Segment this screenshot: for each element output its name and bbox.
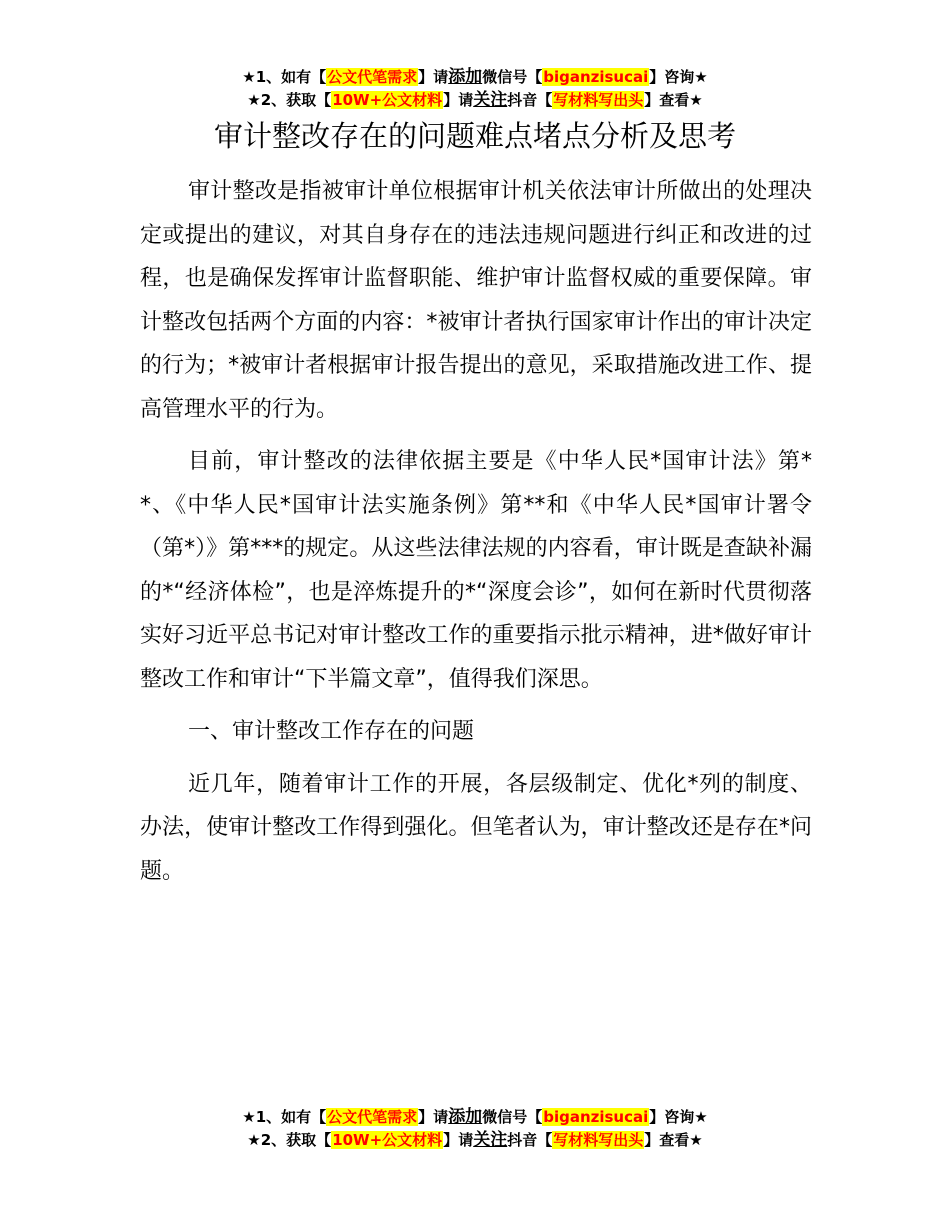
banner-highlight: 10W+公文材料: [332, 91, 443, 109]
banner-emphasis: 添加: [448, 67, 483, 87]
banner-highlight: 公文代笔需求: [327, 68, 418, 86]
banner-highlight: 10W+公文材料: [332, 1131, 443, 1149]
paragraph: 近几年，随着审计工作的开展，各层级制定、优化*列的制度、办法，使审计整改工作得到强化。但笔者认为，审计整改还是存在*问题。: [140, 771, 812, 884]
banner-line-1: ★1、如有【公文代笔需求】请添加微信号【biganzisucai】咨询★: [242, 1107, 708, 1127]
header-banner: [0, 66, 950, 112]
footer-banner: [0, 1106, 950, 1152]
banner-line-2: ★2、获取【10W+公文材料】请关注抖音【写材料写出头】查看★: [247, 90, 703, 110]
banner-highlight: 写材料写出头: [553, 91, 644, 109]
banner-emphasis: 关注: [473, 1130, 508, 1150]
banner-line-1: ★1、如有【公文代笔需求】请添加微信号【biganzisucai】咨询★: [242, 67, 708, 87]
banner-emphasis: 关注: [473, 90, 508, 110]
banner-highlight: 写材料写出头: [553, 1131, 644, 1149]
banner-line-2: ★2、获取【10W+公文材料】请关注抖音【写材料写出头】查看★: [247, 1130, 703, 1150]
document-body: [140, 170, 812, 902]
paragraph: 目前，审计整改的法律依据主要是《中华人民*国审计法》第**、《中华人民*国审计法实施条例》第**和《中华人民*国审计署令（第*）》第***的规定。从这些法律法规的内容看，审计既是查缺补漏的*“经济体检”，也是淬炼提升的*“深度会诊”，如何在新时代贯彻落实好习近平总书记对审计整改工作的重要指示批示精神，进*做好审计整改工作和审计“下半篇文章”，值得我们深思。: [140, 449, 812, 692]
document-title: 审计整改存在的问题难点堵点分析及思考: [213, 119, 736, 153]
banner-highlight: 公文代笔需求: [327, 1108, 418, 1126]
paragraph: 审计整改是指被审计单位根据审计机关依法审计所做出的处理决定或提出的建议，对其自身存在的违法违规问题进行纠正和改进的过程，也是确保发挥审计监督职能、维护审计监督权威的重要保障。审计整改包括两个方面的内容：*被审计者执行国家审计作出的审计决定的行为；*被审计者根据审计报告提出的意见，采取措施改进工作、提高管理水平的行为。: [140, 179, 812, 422]
banner-highlight: biganzisucai: [543, 68, 649, 86]
banner-emphasis: 添加: [448, 1107, 483, 1127]
section-heading: 一、审计整改工作存在的问题: [188, 719, 475, 744]
banner-highlight: biganzisucai: [543, 1108, 649, 1126]
